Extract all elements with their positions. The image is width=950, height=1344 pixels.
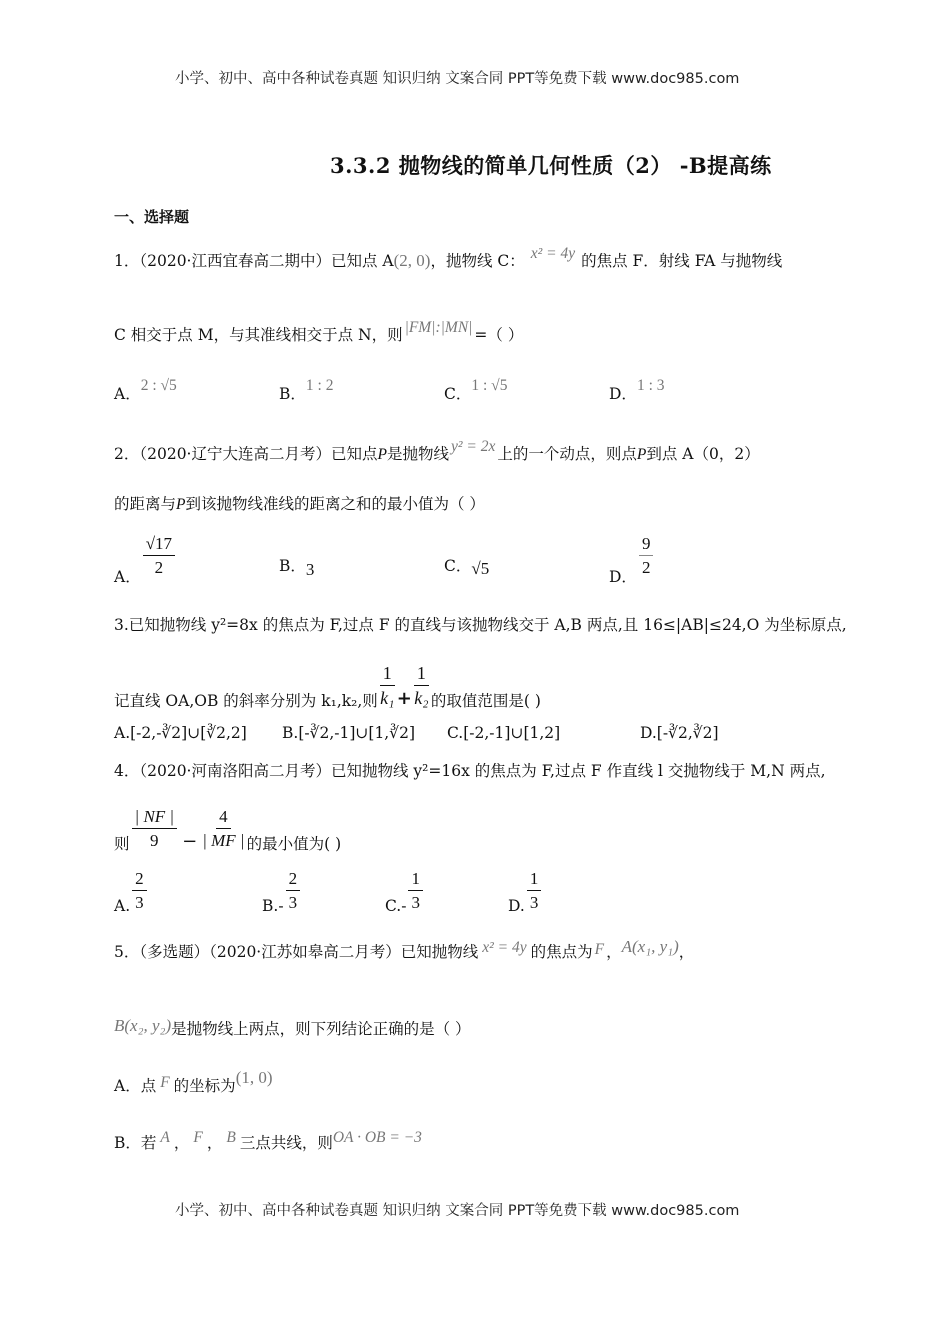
q2-text-b: 是抛物线 <box>386 445 449 463</box>
q2-text-f: 到该抛物线准线的距离之和的最小值为（ ） <box>185 495 485 513</box>
q2-text-e: 的距离与 <box>114 495 177 513</box>
q5-opt-a-text: A．点 <box>114 1077 157 1095</box>
page-title: 3.3.2 抛物线的简单几何性质（2） -B提高练 <box>330 153 772 178</box>
q4-opt-c-frac <box>408 870 423 911</box>
q1-opt-c-value: 1 : √5 <box>471 377 508 394</box>
q4-option-c <box>385 869 425 915</box>
q1-option-c <box>444 377 508 403</box>
q2-p-3: P <box>176 496 186 513</box>
q4-line2 <box>114 807 342 853</box>
q1-opt-b-label: B． <box>279 385 306 403</box>
q5-opt-a-coord: (1, 0) <box>235 1068 273 1087</box>
q3-option-a: A.[-2,-∛2]∪[∛2,2] <box>114 724 247 742</box>
q2-opt-a-label: A． <box>114 567 141 586</box>
q3-frac2-den: k₂ <box>414 688 429 708</box>
q5-opt-b-a: A <box>160 1129 170 1146</box>
q4-opt-c-den: 3 <box>411 893 420 912</box>
page-footer: 小学、初中、高中各种试卷真题 知识归纳 文案合同 PPT等免费下载 www.doc985.com <box>175 1203 740 1219</box>
q3-frac-2 <box>414 664 429 707</box>
q1-line1 <box>114 245 783 270</box>
q5-opt-b-b: B <box>226 1129 236 1146</box>
q5-option-b <box>114 1129 422 1152</box>
q1-opt-d-value: 1 : 3 <box>636 377 665 394</box>
q5-opt-b-comma-1: ， <box>173 1134 190 1152</box>
q4-opt-d-num: 1 <box>527 870 542 891</box>
q2-opt-a-den: 2 <box>154 558 164 577</box>
q4-opt-a-den: 3 <box>135 893 144 912</box>
q3-text-a: 记直线 OA,OB 的斜率分别为 k₁,k₂,则 <box>114 691 378 710</box>
q2-opt-d-den: 2 <box>641 558 651 577</box>
q4-opt-b-label: B.- <box>262 896 284 915</box>
q5-opt-a-f: F <box>160 1074 170 1091</box>
q2-text-d: 到点 A（0，2） <box>646 445 760 463</box>
q3-frac-1 <box>380 664 395 707</box>
q4-opt-b-den: 3 <box>288 893 298 912</box>
q1-option-a <box>114 377 177 403</box>
q5-comma-2: ， <box>678 943 695 961</box>
q3-frac1-den: k₁ <box>380 688 395 708</box>
q3-option-c: C.[-2,-1]∪[1,2] <box>447 724 561 742</box>
q4-minus: − <box>182 830 198 852</box>
q2-opt-c-value: √5 <box>471 559 490 578</box>
q4-frac1-den: 9 <box>150 831 159 850</box>
q4-opt-d-frac <box>527 870 542 911</box>
q4-frac1-num: | NF | <box>132 808 178 829</box>
q2-option-a <box>114 534 177 586</box>
q1-opt-d-label: D． <box>609 385 637 403</box>
q4-opt-c-num: 1 <box>408 870 423 891</box>
q4-opt-d-label: D. <box>508 896 525 915</box>
q2-option-b <box>279 557 315 579</box>
q4-frac2-num: 4 <box>216 808 231 829</box>
q5-opt-b-expr: OA · OB = −3 <box>332 1129 422 1146</box>
q3-plus: + <box>396 687 412 709</box>
q5-comma: ， <box>606 943 622 961</box>
q5-point-b: B(x₂, y₂) <box>114 1016 172 1035</box>
q2-line1 <box>114 438 760 463</box>
page-header: 小学、初中、高中各种试卷真题 知识归纳 文案合同 PPT等免费下载 www.doc985.com <box>175 71 740 87</box>
q3-option-d: D.[-∛2,∛2] <box>640 724 719 742</box>
q5-option-a <box>114 1068 273 1095</box>
q1-text-b: ，抛物线 C： <box>430 252 525 270</box>
q4-option-b <box>262 869 302 915</box>
q5-point-a: A(x₁, y₁) <box>621 937 679 956</box>
q3-line1: 3.已知抛物线 y²=8x 的焦点为 F,过点 F 的直线与该抛物线交于 A,B 两点,且 16≤|AB|≤24,O 为坐标原点, <box>114 616 847 634</box>
q5-line2 <box>114 1016 471 1038</box>
q2-opt-a-frac <box>143 535 175 576</box>
q4-option-d <box>508 869 543 915</box>
q1-option-b <box>279 377 334 403</box>
q2-parabola: y² = 2x <box>450 438 496 455</box>
q1-line2 <box>114 319 524 344</box>
q1-point-a: (2, 0) <box>393 251 431 270</box>
q5-opt-b-f: F <box>193 1129 203 1146</box>
q2-opt-d-frac <box>639 535 654 576</box>
q1-parabola: x² = 4y <box>530 245 576 262</box>
q2-opt-b-label: B． <box>279 557 306 575</box>
q5-opt-b-text-b: 三点共线，则 <box>239 1134 333 1152</box>
q2-p-2: P <box>636 446 647 463</box>
q1-text-c: 的焦点 F．射线 FA 与抛物线 <box>581 252 783 270</box>
q4-frac-2 <box>202 808 244 849</box>
q2-text-c: 上的一个动点，则点 <box>497 445 637 463</box>
q5-opt-b-text: B．若 <box>114 1134 157 1152</box>
q2-option-c <box>444 557 490 578</box>
q3-frac1-num: 1 <box>380 664 395 686</box>
q5-text-c: 是抛物线上两点，则下列结论正确的是（ ） <box>171 1020 471 1038</box>
q1-text-a: 1．（2020·江西宜春高二期中）已知点 A <box>114 252 394 270</box>
q3-option-b: B.[-∛2,-1]∪[1,∛2] <box>282 724 416 742</box>
q4-opt-a-frac <box>132 870 147 911</box>
q4-opt-d-den: 3 <box>529 893 539 912</box>
q4-opt-b-num: 2 <box>286 870 301 891</box>
q4-frac2-den: | MF | <box>202 831 245 850</box>
q1-ratio: |FM|:|MN| <box>404 319 473 336</box>
q1-opt-b-value: 1 : 2 <box>305 377 334 394</box>
q5-text-a: 5．（多选题）（2020·江苏如皋高二月考）已知抛物线 <box>114 943 479 961</box>
q4-line1: 4．（2020·河南洛阳高二月考）已知抛物线 y²=16x 的焦点为 F,过点 F 作直线 l 交抛物线于 M,N 两点, <box>114 762 826 780</box>
q5-opt-b-comma-2: ， <box>206 1134 223 1152</box>
q3-line2 <box>114 663 541 710</box>
q5-opt-a-text-b: 的坐标为 <box>173 1077 236 1095</box>
q1-opt-a-value: 2 : √5 <box>140 377 177 394</box>
q2-opt-d-label: D． <box>609 567 637 586</box>
q2-line2 <box>114 497 485 513</box>
q2-option-d <box>609 534 655 586</box>
q5-line1 <box>114 937 695 961</box>
q2-opt-b-value: 3 <box>305 560 315 579</box>
q5-parabola: x² = 4y <box>482 939 527 956</box>
q2-opt-c-label: C． <box>444 557 472 575</box>
q3-text-b: 的取值范围是( ) <box>430 691 541 710</box>
section-heading: 一、选择题 <box>114 208 190 226</box>
q4-text-b: 的最小值为( ) <box>246 834 342 853</box>
q5-text-b: 的焦点为 <box>530 943 593 961</box>
q4-text-a: 则 <box>114 834 130 853</box>
q1-option-d <box>609 377 665 403</box>
q4-opt-a-num: 2 <box>132 870 147 891</box>
q1-opt-a-label: A． <box>114 385 141 403</box>
q3-frac2-num: 1 <box>414 664 429 686</box>
q5-f: F <box>594 941 605 958</box>
q4-opt-a-label: A. <box>114 896 131 915</box>
q1-opt-c-label: C． <box>444 385 472 403</box>
q1-text-e: =（ ） <box>474 326 524 344</box>
q1-text-d: C 相交于点 M，与其准线相交于点 N，则 <box>114 326 403 344</box>
q4-frac-1 <box>132 808 178 849</box>
q4-opt-c-label: C.- <box>385 896 407 915</box>
q4-option-a <box>114 869 149 915</box>
q2-opt-a-num: √17 <box>143 535 175 556</box>
q2-text-a: 2．（2020·辽宁大连高二月考）已知点 <box>114 445 378 463</box>
q4-opt-b-frac <box>286 870 301 911</box>
q2-p: P <box>377 446 387 463</box>
q2-opt-d-num: 9 <box>639 535 654 556</box>
